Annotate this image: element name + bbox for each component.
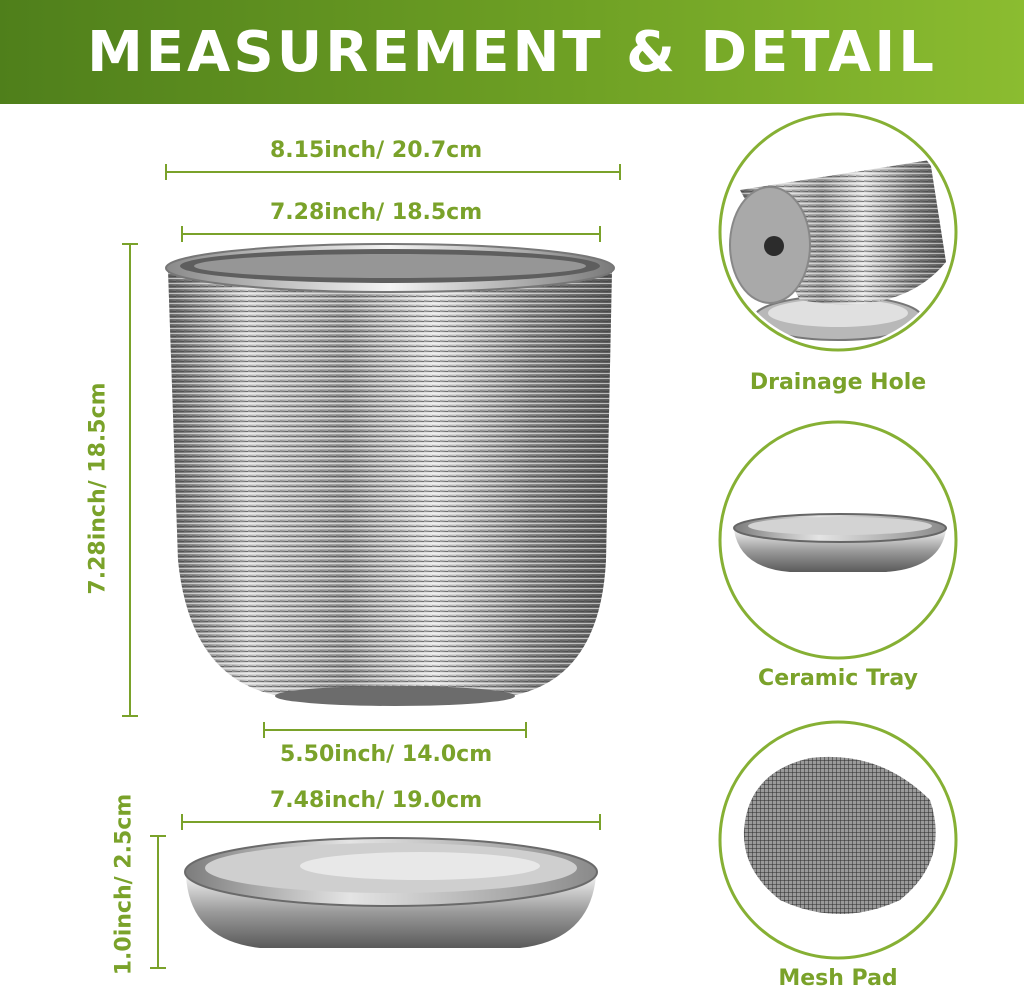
dimension-line-base-width xyxy=(264,722,526,738)
dimension-line-height xyxy=(122,244,138,716)
tray-illustration xyxy=(185,838,597,948)
planter-pot xyxy=(166,244,614,706)
detail-circle-mesh xyxy=(720,722,956,958)
ceramic-tray-label: Ceramic Tray xyxy=(758,666,918,691)
page-title: MEASUREMENT & DETAIL xyxy=(87,19,937,85)
mesh-pad-label: Mesh Pad xyxy=(778,966,898,991)
dimension-line-top-width xyxy=(166,164,620,180)
base-width-label: 5.50inch/ 14.0cm xyxy=(280,742,493,767)
top-width-label: 8.15inch/ 20.7cm xyxy=(270,138,483,163)
dimension-line-tray-height xyxy=(150,836,166,968)
height-label: 7.28inch/ 18.5cm xyxy=(85,382,111,595)
detail-circle-drainage xyxy=(720,114,956,350)
dimension-line-tray-width xyxy=(182,814,600,830)
detail-circle-tray xyxy=(720,422,956,658)
drainage-hole-label: Drainage Hole xyxy=(749,370,927,395)
tray-height-label: 1.0inch/ 2.5cm xyxy=(111,793,137,976)
tray-width-label: 7.48inch/ 19.0cm xyxy=(270,788,483,813)
dimension-line-rim-width xyxy=(182,226,600,242)
rim-width-label: 7.28inch/ 18.5cm xyxy=(270,200,483,225)
